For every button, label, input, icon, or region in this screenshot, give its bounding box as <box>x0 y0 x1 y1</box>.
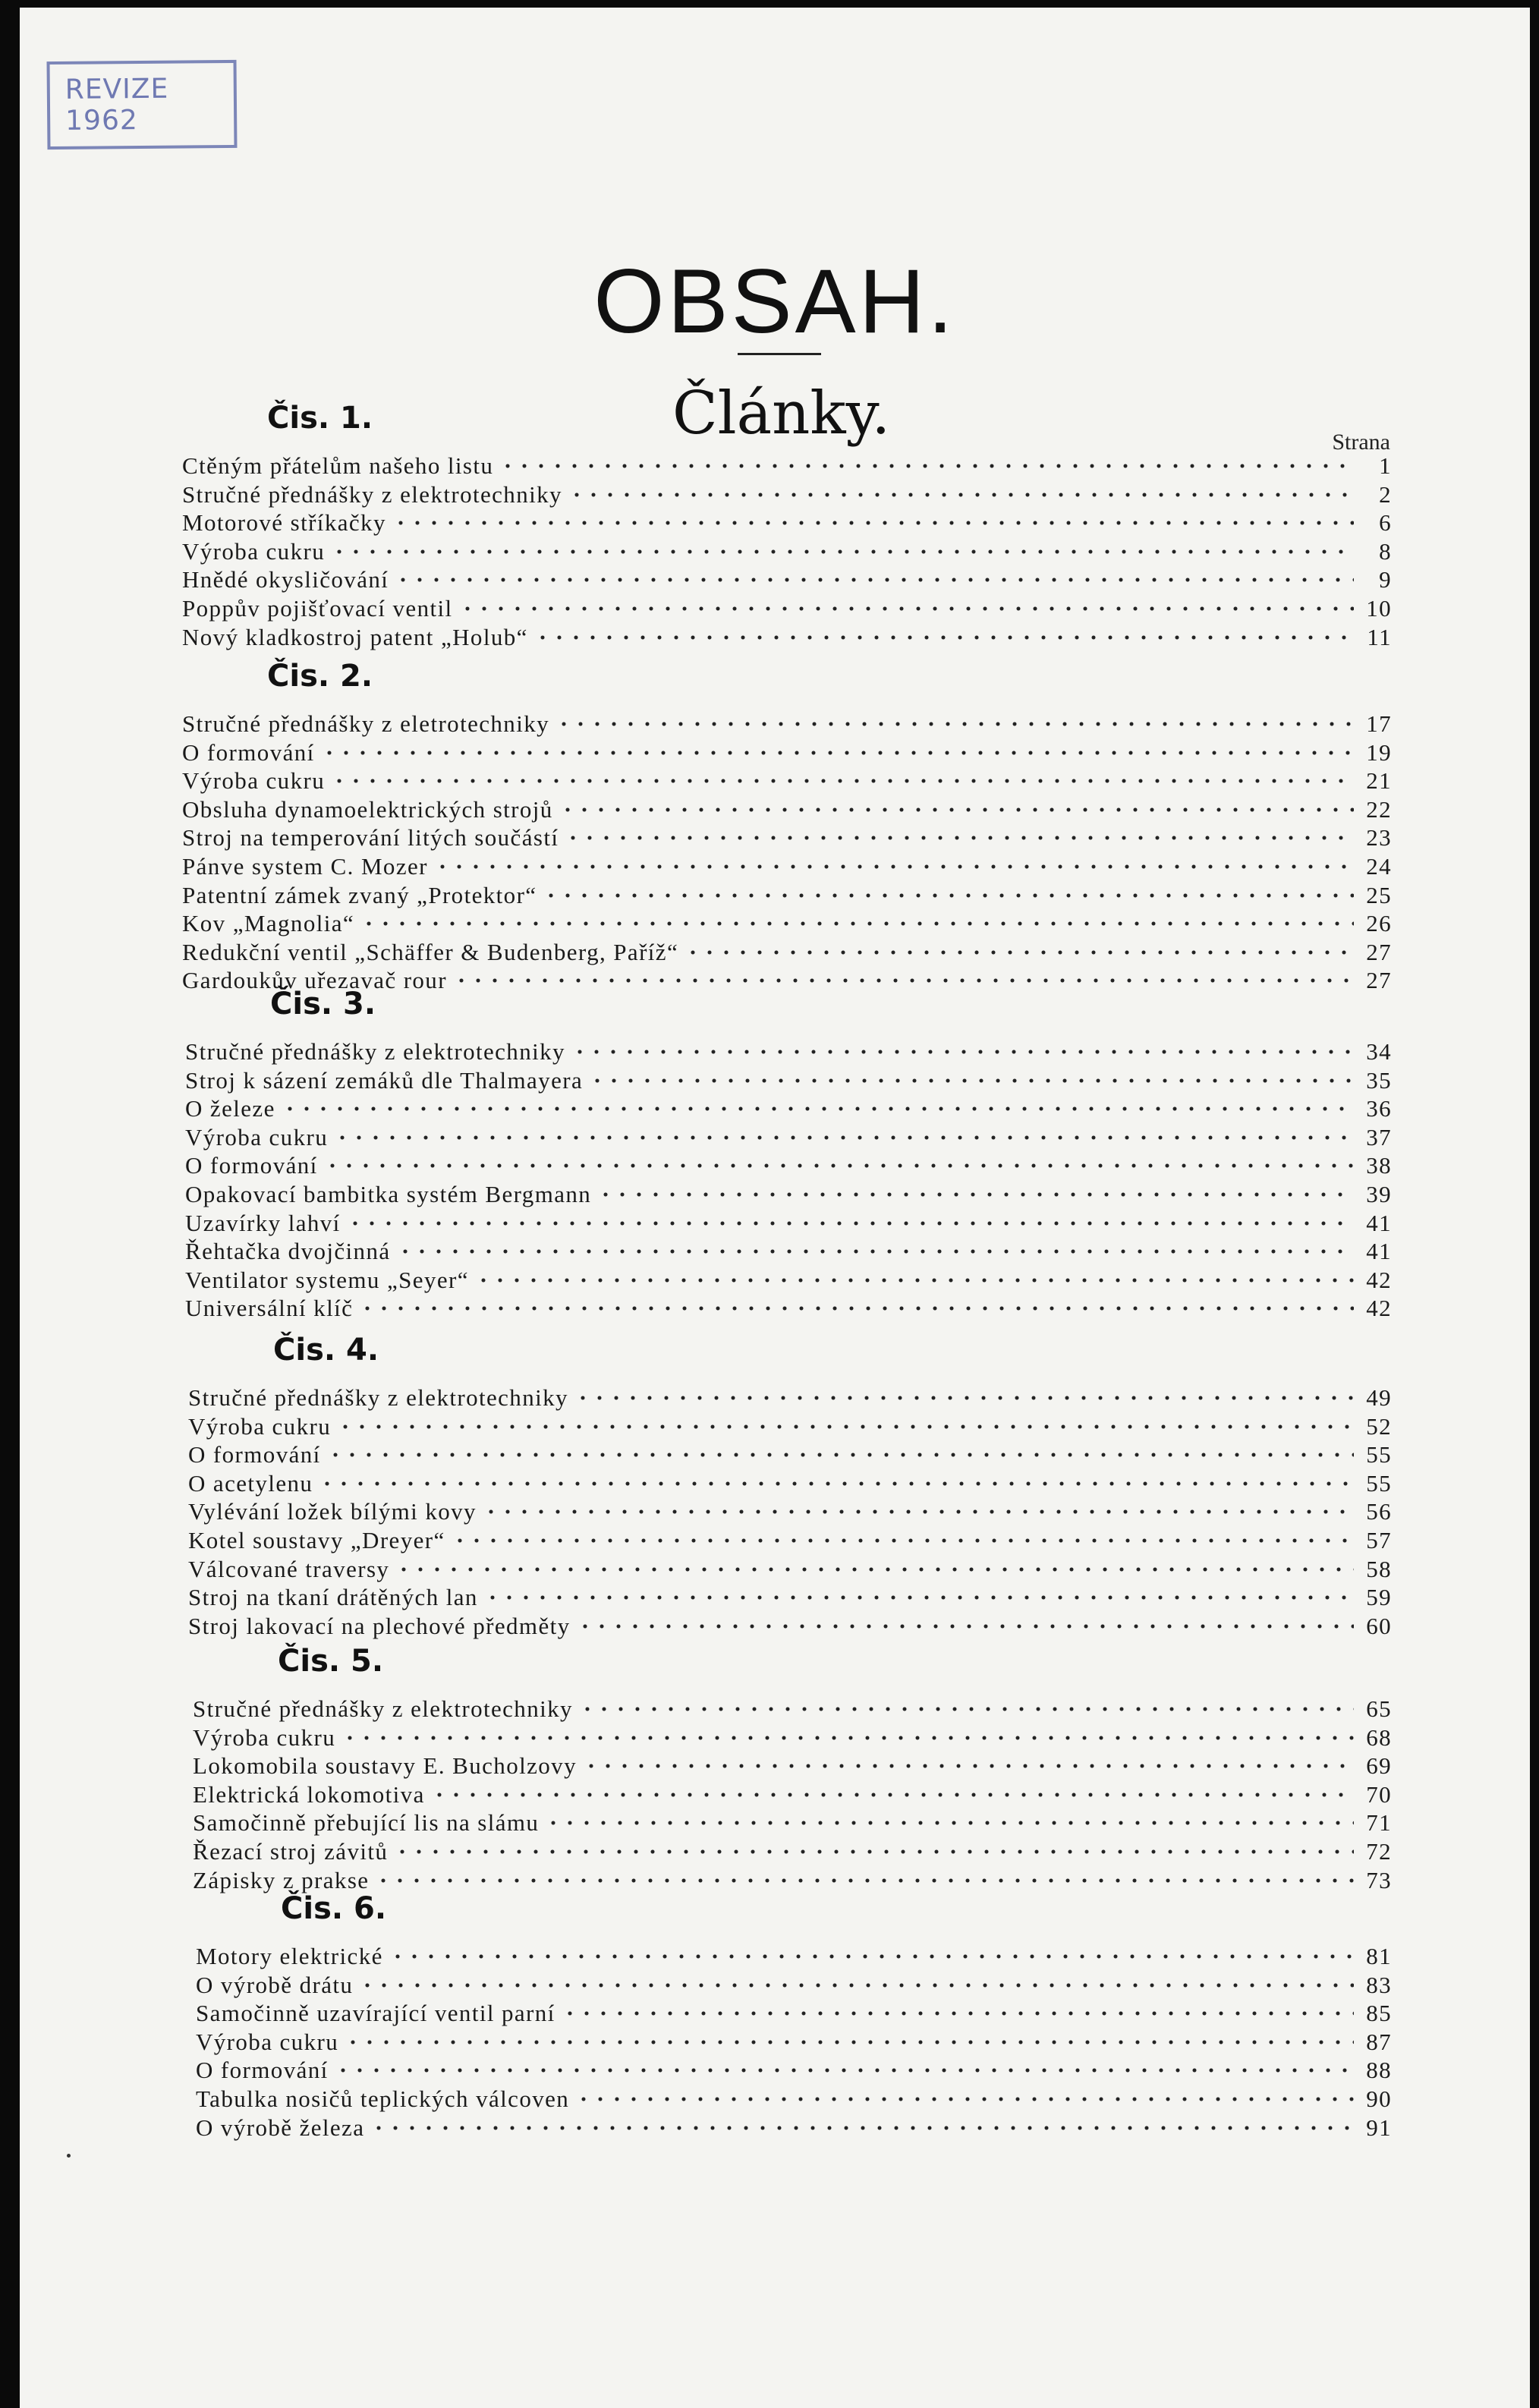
entry-title: Stručné přednášky z eletrotechniky <box>182 710 550 737</box>
entry-title: Stroj na temperování litých součástí <box>182 824 559 851</box>
entry-page-number: 2 <box>1379 480 1392 508</box>
toc-entry <box>188 1383 1392 1412</box>
dot-leader <box>575 2097 1354 2101</box>
toc-entry <box>182 537 1392 566</box>
dot-leader <box>579 1707 1354 1711</box>
dot-leader <box>484 1595 1354 1600</box>
dot-leader <box>597 1192 1354 1197</box>
dot-leader <box>568 493 1354 497</box>
toc-entry <box>196 2085 1392 2114</box>
entry-page-number: 56 <box>1366 1498 1392 1525</box>
dot-leader <box>459 606 1354 611</box>
entry-page-number: 49 <box>1366 1384 1392 1411</box>
dot-leader <box>453 978 1354 983</box>
entry-title: Uzavírky lahví <box>185 1209 341 1236</box>
toc-entry <box>188 1612 1392 1641</box>
entry-title: Lokomobila soustavy E. Bucholzovy <box>193 1752 577 1780</box>
dot-leader <box>395 1567 1354 1572</box>
entry-title: Kotel soustavy „Dreyer“ <box>188 1527 445 1553</box>
toc-entry <box>182 852 1392 881</box>
toc-entry <box>188 1440 1392 1469</box>
entry-page-number: 60 <box>1366 1612 1392 1639</box>
dot-leader <box>583 1764 1354 1768</box>
entry-page-number: 34 <box>1366 1038 1392 1065</box>
entry-title: Výroba cukru <box>188 1412 332 1440</box>
dot-leader <box>324 1163 1354 1168</box>
dot-leader <box>319 1481 1354 1486</box>
entry-page-number: 52 <box>1366 1412 1392 1440</box>
entry-page-number: 83 <box>1366 1971 1392 1998</box>
dot-leader <box>345 2040 1354 2044</box>
toc-entry <box>188 1555 1392 1584</box>
toc-entry <box>196 2056 1392 2085</box>
entry-page-number: 17 <box>1366 710 1392 737</box>
entry-title: Redukční ventil „Schäffer & Budenberg, Paříž“ <box>182 938 679 965</box>
entry-title: Kov „Magnolia“ <box>182 910 355 937</box>
toc-entry <box>193 1808 1392 1837</box>
entry-page-number: 73 <box>1366 1866 1392 1893</box>
toc-entry <box>193 1723 1392 1752</box>
entry-title: Ventilator systemu „Seyer“ <box>185 1266 469 1293</box>
toc-entry <box>196 2028 1392 2057</box>
dot-leader <box>335 2068 1354 2073</box>
toc-entry <box>188 1583 1392 1612</box>
toc-entry <box>182 480 1392 509</box>
toc-entry <box>182 823 1392 852</box>
toc-entry <box>185 1180 1392 1209</box>
entry-title: Stručné přednášky z elektrotechniky <box>185 1038 565 1065</box>
dot-leader <box>337 1424 1354 1429</box>
issue-heading: Čis. 6. <box>281 1891 387 1926</box>
entry-page-number: 27 <box>1366 967 1392 994</box>
dot-leader <box>397 1249 1354 1254</box>
entry-title: Samočinně uzavírající ventil parní <box>196 2000 555 2027</box>
entry-title: Pánve system C. Mozer <box>182 853 428 880</box>
entry-title: Hnědé okysličování <box>182 566 389 593</box>
dot-leader <box>395 578 1354 582</box>
entry-page-number: 58 <box>1366 1555 1392 1582</box>
toc-entry <box>185 1266 1392 1295</box>
dot-leader <box>574 1396 1354 1400</box>
entry-title: Výroba cukru <box>196 2028 339 2055</box>
paper-speck <box>67 2154 71 2158</box>
entry-page-number: 87 <box>1366 2028 1392 2055</box>
entry-page-number: 11 <box>1367 623 1392 650</box>
entry-title: Zápisky z prakse <box>193 1866 370 1893</box>
dot-leader <box>685 950 1354 955</box>
entry-page-number: 25 <box>1366 881 1392 908</box>
dot-leader <box>331 549 1354 554</box>
dot-leader <box>375 1878 1354 1883</box>
entry-page-number: 71 <box>1366 1809 1392 1837</box>
toc-entry <box>196 1971 1392 2000</box>
entry-page-number: 69 <box>1366 1752 1392 1780</box>
entry-title: O formování <box>185 1152 318 1179</box>
entry-page-number: 68 <box>1366 1723 1392 1751</box>
entry-title: Stroj lakovací na plechové předměty <box>188 1612 571 1639</box>
entry-title: O formování <box>182 738 315 766</box>
entry-title: Poppův pojišťovací ventil <box>182 595 453 622</box>
entry-title: Válcované traversy <box>188 1555 390 1582</box>
entry-page-number: 57 <box>1366 1527 1392 1553</box>
entry-page-number: 55 <box>1366 1469 1392 1497</box>
entry-title: O formování <box>188 1441 321 1468</box>
dot-leader <box>565 836 1354 840</box>
entry-title: Stručné přednášky z elektrotechniky <box>193 1695 573 1722</box>
entry-page-number: 19 <box>1366 738 1392 766</box>
revision-stamp: REVIZE 1962 <box>46 60 237 150</box>
entry-title: O acetylenu <box>188 1469 313 1497</box>
entry-title: O výrobě železa <box>196 2114 365 2141</box>
entry-title: Výroba cukru <box>182 537 326 565</box>
dot-leader <box>359 1983 1354 1988</box>
entry-page-number: 90 <box>1366 2085 1392 2112</box>
entry-page-number: 10 <box>1366 595 1392 622</box>
entry-page-number: 42 <box>1366 1295 1392 1322</box>
toc-entry <box>196 1999 1392 2028</box>
dot-leader <box>321 751 1354 755</box>
toc-entry <box>188 1497 1392 1526</box>
toc-entry <box>193 1695 1392 1723</box>
dot-leader <box>555 722 1354 726</box>
entry-page-number: 42 <box>1366 1266 1392 1293</box>
section-heading: Články. <box>672 379 891 448</box>
entry-page-number: 22 <box>1366 795 1392 823</box>
issue-heading: Čis. 1. <box>267 401 373 436</box>
dot-leader <box>389 1954 1354 1959</box>
dot-leader <box>394 1849 1354 1854</box>
entry-page-number: 72 <box>1366 1838 1392 1865</box>
entry-title: Gardoukův uřezavač rour <box>182 967 447 994</box>
entry-page-number: 8 <box>1379 537 1392 565</box>
entry-title: Motory elektrické <box>196 1943 383 1969</box>
toc-entry <box>193 1866 1392 1895</box>
toc-entry <box>182 508 1392 537</box>
toc-entry <box>185 1123 1392 1152</box>
entry-title: O železe <box>185 1095 275 1122</box>
entry-title: Řehtačka dvojčinná <box>185 1238 391 1265</box>
dot-leader <box>331 779 1354 783</box>
toc-entry <box>185 1037 1392 1066</box>
toc-entry <box>182 881 1392 910</box>
dot-leader <box>452 1538 1354 1543</box>
dot-leader <box>589 1078 1354 1083</box>
toc-entry <box>182 938 1392 967</box>
title-underline <box>738 353 821 355</box>
entry-title: Řezací stroj závitů <box>193 1838 389 1865</box>
entry-page-number: 1 <box>1379 452 1392 479</box>
entry-title: Obsluha dynamoelektrických strojů <box>182 795 553 823</box>
entry-title: O formování <box>196 2057 329 2084</box>
dot-leader <box>577 1624 1354 1629</box>
toc-entry <box>182 909 1392 938</box>
entry-title: Vylévání ložek bílými kovy <box>188 1498 477 1525</box>
toc-entry <box>185 1209 1392 1238</box>
entry-title: Tabulka nosičů teplických válcoven <box>196 2085 570 2112</box>
toc-entry <box>185 1066 1392 1095</box>
dot-leader <box>483 1509 1354 1514</box>
entry-title: Samočinně přebující lis na slámu <box>193 1809 540 1837</box>
toc-entry <box>182 795 1392 824</box>
entry-page-number: 88 <box>1366 2057 1392 2084</box>
entry-title: Výroba cukru <box>185 1123 329 1150</box>
entry-page-number: 59 <box>1366 1584 1392 1611</box>
dot-leader <box>543 893 1354 898</box>
toc-entry <box>196 1942 1392 1971</box>
entry-page-number: 26 <box>1366 910 1392 937</box>
entry-page-number: 65 <box>1366 1695 1392 1722</box>
dot-leader <box>545 1821 1354 1825</box>
toc-entry <box>185 1294 1392 1323</box>
entry-page-number: 36 <box>1366 1095 1392 1122</box>
toc-entry <box>193 1752 1392 1780</box>
entry-title: Ctěným přátelům našeho listu <box>182 452 494 479</box>
toc-entry <box>188 1526 1392 1555</box>
toc-entry <box>193 1837 1392 1866</box>
entry-page-number: 24 <box>1366 853 1392 880</box>
entry-title: Stručné přednášky z elektrotechniky <box>188 1384 568 1411</box>
entry-page-number: 35 <box>1366 1066 1392 1094</box>
dot-leader <box>534 635 1354 640</box>
entry-page-number: 9 <box>1379 566 1392 593</box>
entry-title: Universální klíč <box>185 1295 354 1322</box>
entry-page-number: 41 <box>1366 1238 1392 1265</box>
entry-page-number: 70 <box>1366 1780 1392 1808</box>
toc-entry <box>185 1094 1392 1123</box>
dot-leader <box>434 864 1354 869</box>
entry-title: Stroj k sázení zemáků dle Thalmayera <box>185 1066 584 1094</box>
toc-entry <box>182 710 1392 738</box>
dot-leader <box>327 1453 1354 1457</box>
entry-title: Elektrická lokomotiva <box>193 1780 425 1808</box>
entry-page-number: 55 <box>1366 1441 1392 1468</box>
issue-heading: Čis. 2. <box>267 659 373 694</box>
dot-leader <box>392 521 1354 525</box>
entry-page-number: 38 <box>1366 1152 1392 1179</box>
dot-leader <box>370 2126 1354 2130</box>
toc-entry <box>188 1469 1392 1498</box>
entry-title: O výrobě drátu <box>196 1971 354 1998</box>
issue-heading: Čis. 4. <box>273 1333 379 1368</box>
entry-title: Výroba cukru <box>193 1723 336 1751</box>
dot-leader <box>341 1736 1354 1740</box>
toc-entry <box>185 1237 1392 1266</box>
entry-page-number: 41 <box>1366 1209 1392 1236</box>
dot-leader <box>347 1221 1354 1226</box>
toc-entry <box>188 1412 1392 1441</box>
entry-page-number: 91 <box>1366 2114 1392 2141</box>
entry-page-number: 23 <box>1366 824 1392 851</box>
entry-title: Stroj na tkaní drátěných lan <box>188 1584 478 1611</box>
toc-entry <box>182 623 1392 652</box>
toc-entry <box>182 594 1392 623</box>
dot-leader <box>334 1135 1354 1140</box>
entry-title: Opakovací bambitka systém Bergmann <box>185 1181 592 1207</box>
entry-title: Patentní zámek zvaný „Protektor“ <box>182 881 537 908</box>
dot-leader <box>571 1050 1354 1054</box>
entry-title: Výroba cukru <box>182 767 326 795</box>
toc-entry <box>182 565 1392 594</box>
entry-page-number: 6 <box>1379 509 1392 537</box>
entry-page-number: 39 <box>1366 1181 1392 1207</box>
entry-title: Motorové stříkačky <box>182 509 386 537</box>
dot-leader <box>499 464 1354 468</box>
page-title: OBSAH. <box>593 250 956 352</box>
dot-leader <box>431 1793 1354 1797</box>
entry-page-number: 27 <box>1366 938 1392 965</box>
page-column-label: Strana <box>1332 430 1390 455</box>
entry-page-number: 85 <box>1366 2000 1392 2027</box>
toc-entry <box>182 766 1392 795</box>
toc-entry <box>193 1780 1392 1809</box>
dot-leader <box>475 1278 1354 1283</box>
issue-heading: Čis. 3. <box>270 987 376 1021</box>
dot-leader <box>359 1306 1354 1311</box>
entry-title: Stručné přednášky z elektrotechniky <box>182 480 562 508</box>
dot-leader <box>282 1106 1354 1111</box>
entry-page-number: 21 <box>1366 767 1392 795</box>
entry-title: Nový kladkostroj patent „Holub“ <box>182 623 528 650</box>
toc-entry <box>182 738 1392 767</box>
dot-leader <box>360 921 1354 926</box>
issue-heading: Čis. 5. <box>278 1644 384 1679</box>
dot-leader <box>562 2011 1354 2016</box>
toc-entry <box>196 2114 1392 2142</box>
dot-leader <box>559 807 1354 812</box>
entry-page-number: 81 <box>1366 1943 1392 1969</box>
toc-page <box>20 8 1530 2408</box>
toc-entry <box>182 452 1392 480</box>
entry-page-number: 37 <box>1366 1123 1392 1150</box>
toc-entry <box>185 1151 1392 1180</box>
